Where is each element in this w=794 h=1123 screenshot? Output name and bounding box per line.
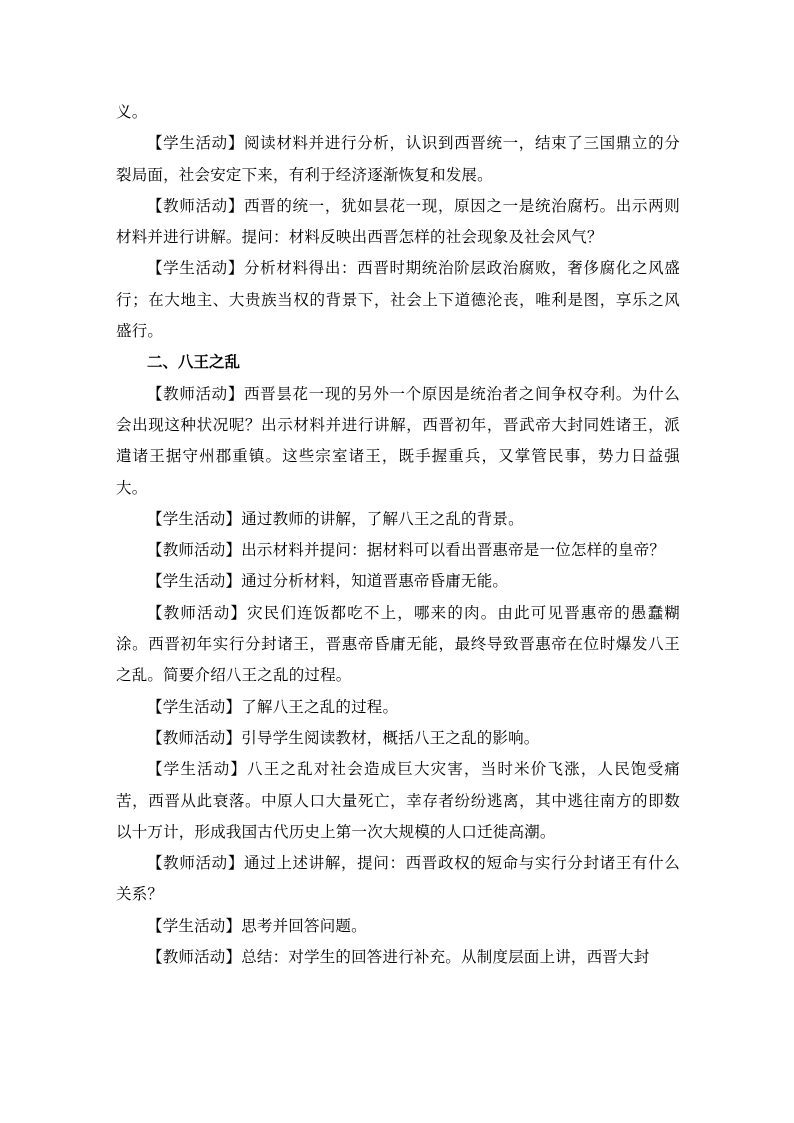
paragraph-teacher-activity: 【教师活动】灾民们连饭都吃不上，哪来的肉。由此可见晋惠帝的愚蠢糊涂。西晋初年实行分封诸王，晋惠帝昏庸无能，最终导致晋惠帝在位时爆发八王之乱。简要介绍八王之乱的过程。 bbox=[116, 603, 680, 685]
document-page bbox=[116, 97, 680, 973]
paragraph-student-activity: 【学生活动】了解八王之乱的过程。 bbox=[147, 697, 399, 716]
paragraph-student-activity: 【学生活动】通过分析材料，知道晋惠帝昏庸无能。 bbox=[147, 572, 509, 591]
paragraph-student-activity: 【学生活动】八王之乱对社会造成巨大灾害，当时米价飞涨，人民饱受痛苦，西晋从此衰落。中原人口大量死亡，幸存者纷纷逃离，其中逃往南方的即数以十万计，形成我国古代历史上第一次大规模的人口迁徙高潮。 bbox=[116, 760, 680, 841]
paragraph-teacher-activity: 【教师活动】通过上述讲解，提问：西晋政权的短命与实行分封诸王有什么关系？ bbox=[116, 854, 680, 904]
section-heading: 二、八王之乱 bbox=[147, 353, 241, 372]
paragraph-student-activity: 【学生活动】思考并回答问题。 bbox=[147, 916, 367, 935]
paragraph-student-activity: 【学生活动】分析材料得出：西晋时期统治阶层政治腐败，奢侈腐化之风盛行；在大地主、大贵族当权的背景下，社会上下道德沦丧，唯利是图，享乐之风盛行。 bbox=[116, 259, 680, 341]
paragraph-teacher-activity: 【教师活动】总结：对学生的回答进行补充。从制度层面上讲，西晋大封 bbox=[147, 948, 650, 967]
paragraph-teacher-activity: 【教师活动】西晋的统一，犹如昙花一现，原因之一是统治腐朽。出示两则材料并进行讲解。提问：材料反映出西晋怎样的社会现象及社会风气？ bbox=[116, 196, 680, 247]
paragraph-student-activity: 【学生活动】阅读材料并进行分析，认识到西晋统一，结束了三国鼎立的分裂局面，社会安定下来，有利于经济逐渐恢复和发展。 bbox=[116, 134, 680, 184]
paragraph-teacher-activity: 【教师活动】出示材料并提问：据材料可以看出晋惠帝是一位怎样的皇帝？ bbox=[147, 541, 666, 560]
paragraph-continuation: 义。 bbox=[116, 103, 148, 121]
paragraph-teacher-activity: 【教师活动】西晋昙花一现的另外一个原因是统治者之间争权夺利。为什么会出现这种状况呢？出示材料并进行讲解，西晋初年，晋武帝大封同姓诸王，派遣诸王据守州郡重镇。这些宗室诸王，既手握重兵，又掌管民事，势力日益强大。 bbox=[116, 384, 680, 497]
paragraph-teacher-activity: 【教师活动】引导学生阅读教材，概括八王之乱的影响。 bbox=[147, 728, 540, 747]
paragraph-student-activity: 【学生活动】通过教师的讲解，了解八王之乱的背景。 bbox=[147, 509, 524, 528]
